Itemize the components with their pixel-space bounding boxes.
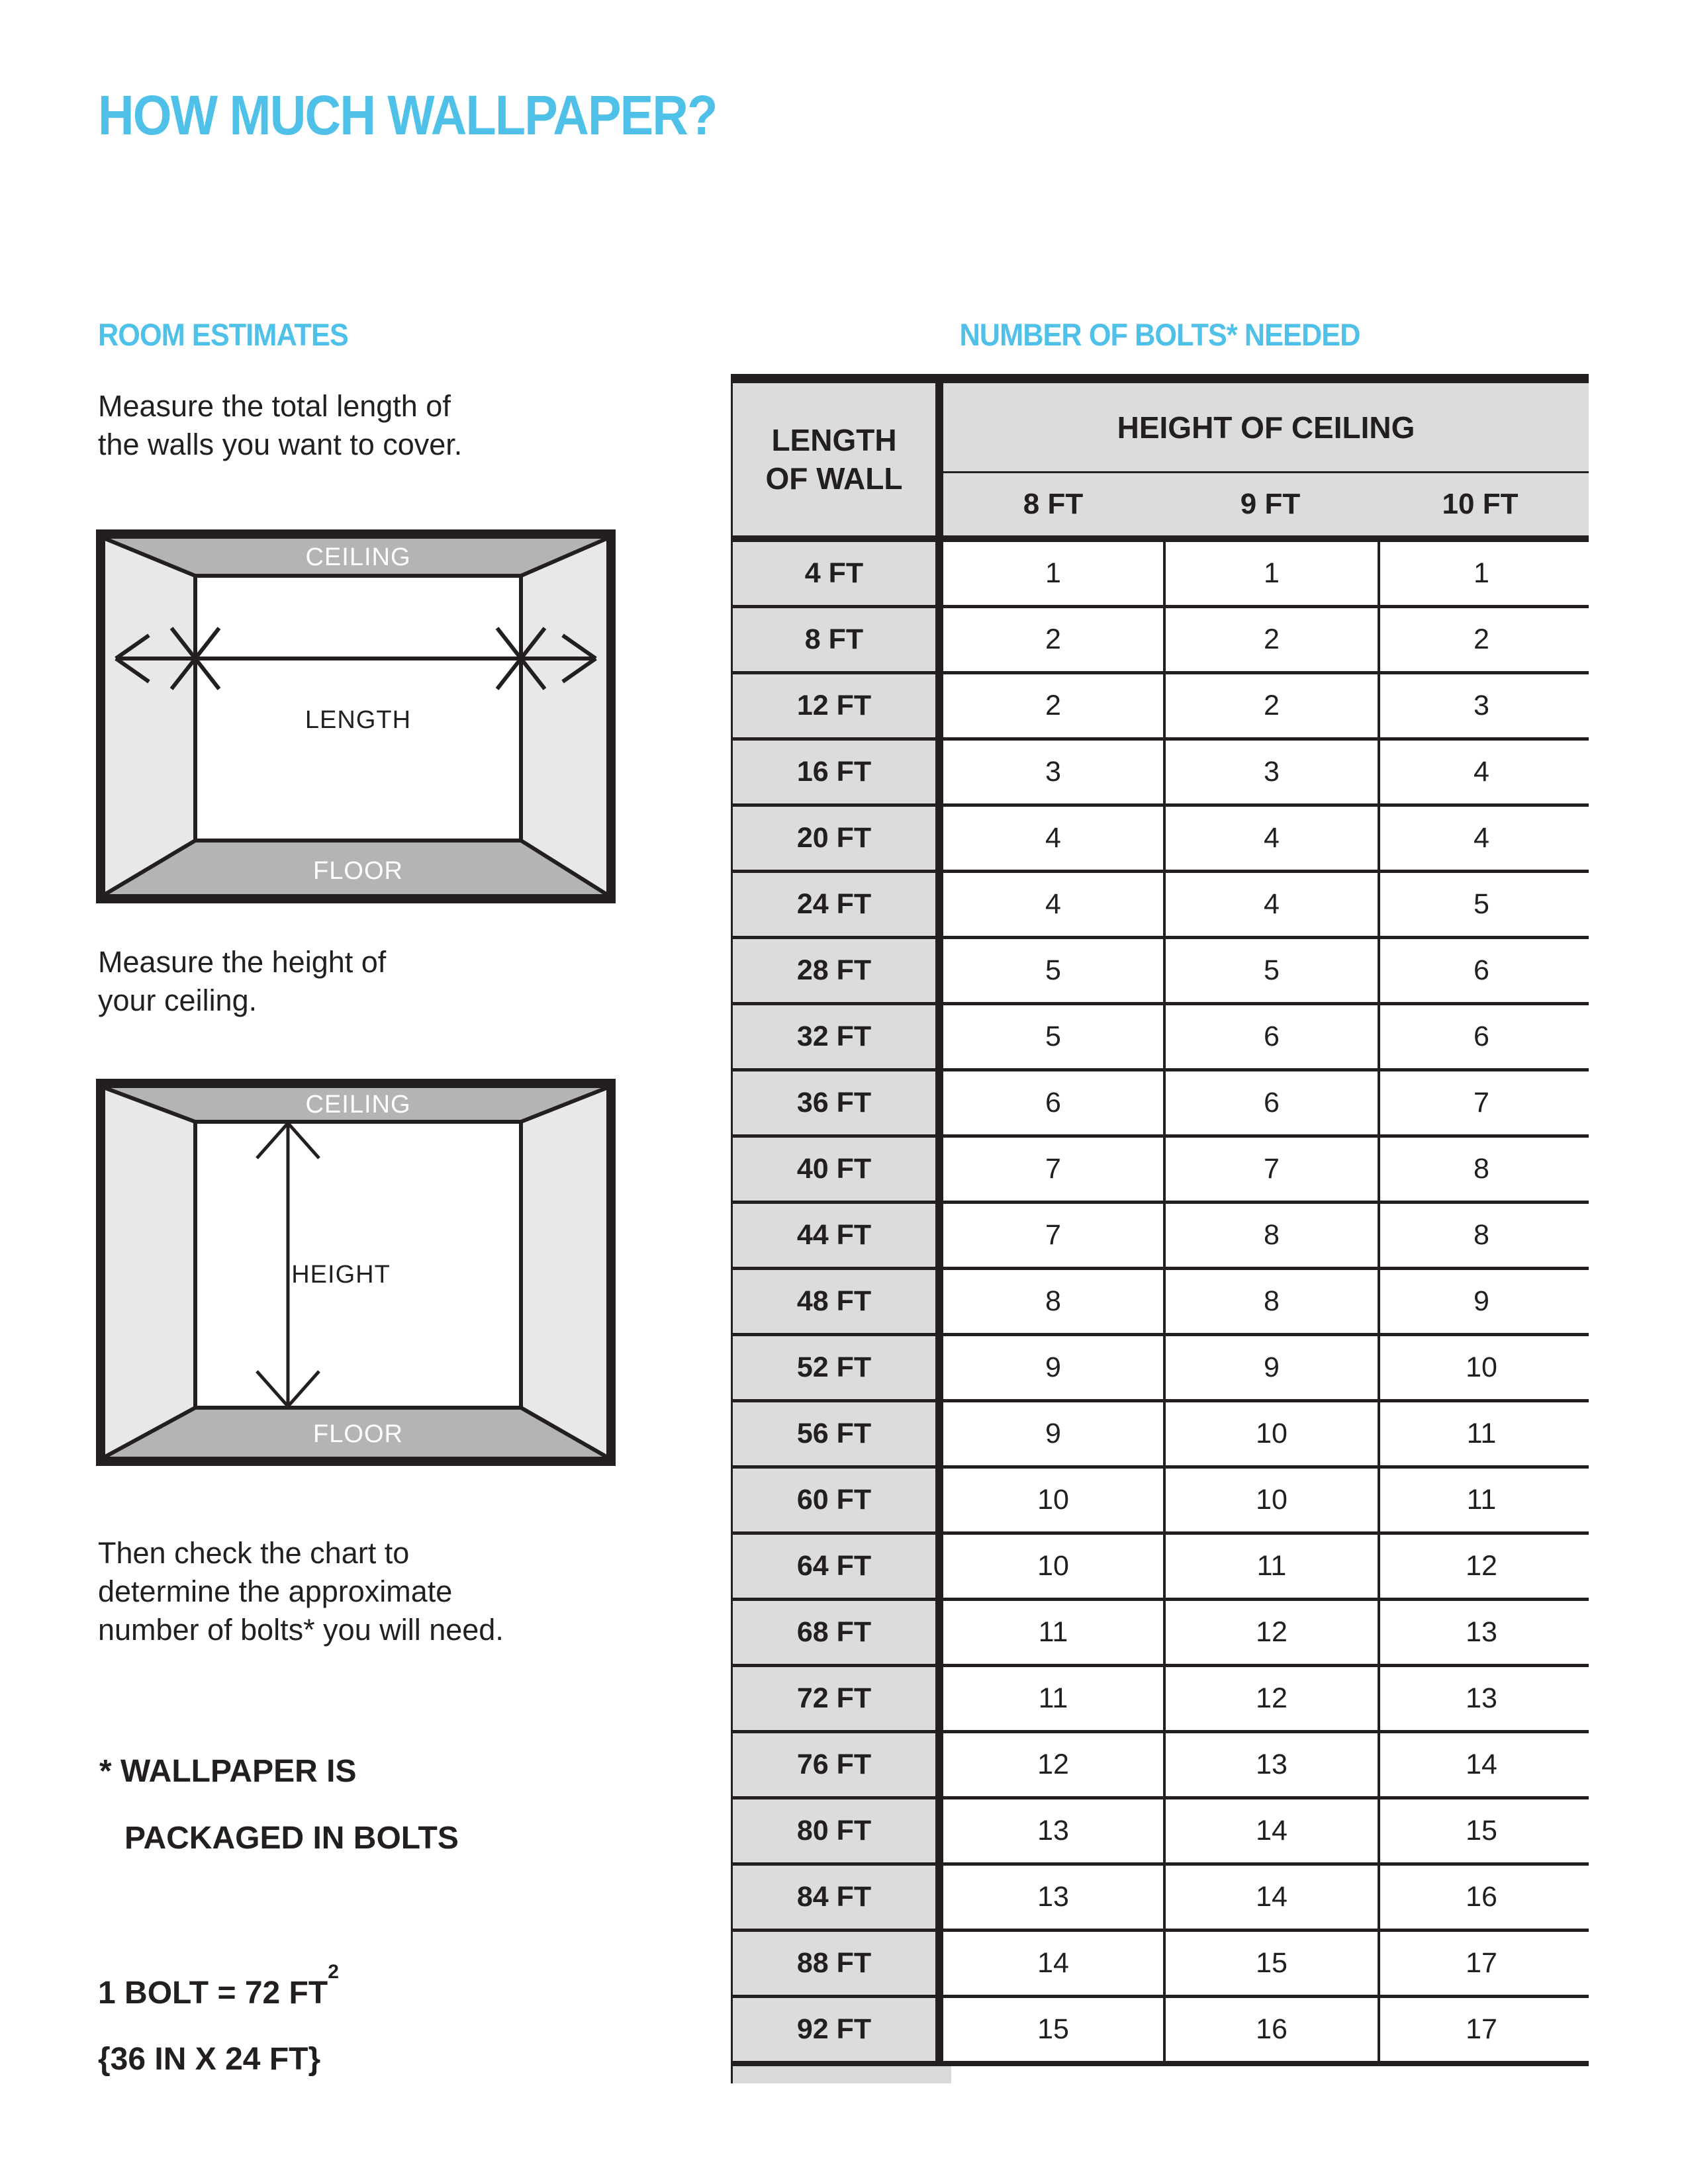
bolt-count-cell: 11 xyxy=(1378,1469,1583,1531)
table-header-divider xyxy=(733,535,1589,542)
bolt-count-cell: 1 xyxy=(1163,542,1378,605)
bolt-count-cell: 2 xyxy=(1163,608,1378,671)
bolt-count-cell: 6 xyxy=(943,1071,1163,1134)
bolt-count-cell: 13 xyxy=(1163,1733,1378,1796)
row-label: 72 FT xyxy=(733,1667,943,1730)
bolts-table-heading: NUMBER OF BOLTS* NEEDED xyxy=(959,317,1360,352)
row-label: 88 FT xyxy=(733,1932,943,1995)
table-row xyxy=(733,1799,1589,1866)
bolt-count-cell: 1 xyxy=(1378,542,1583,605)
bolt-count-cell: 2 xyxy=(943,674,1163,737)
row-label: 4 FT xyxy=(733,542,943,605)
table-row xyxy=(733,1667,1589,1733)
bolt-spec-superscript: 2 xyxy=(328,1961,339,1983)
bolt-count-cell: 5 xyxy=(1378,873,1583,936)
page-title: HOW MUCH WALLPAPER? xyxy=(98,84,717,146)
bolts-table-body xyxy=(733,542,1589,2061)
row-label: 60 FT xyxy=(733,1469,943,1531)
bolt-count-cell: 13 xyxy=(1378,1601,1583,1664)
bolt-count-cell: 4 xyxy=(1378,807,1583,870)
row-label: 84 FT xyxy=(733,1866,943,1929)
bolt-count-cell: 4 xyxy=(943,873,1163,936)
bolt-count-cell: 4 xyxy=(943,807,1163,870)
room-estimates-heading: ROOM ESTIMATES xyxy=(98,317,348,352)
bolt-count-cell: 11 xyxy=(1378,1402,1583,1465)
bolt-count-cell: 12 xyxy=(943,1733,1163,1796)
bolt-count-cell: 2 xyxy=(1378,608,1583,671)
bolt-count-cell: 1 xyxy=(943,542,1163,605)
table-row xyxy=(733,1733,1589,1799)
bolt-count-cell: 7 xyxy=(1378,1071,1583,1134)
column-header-8ft: 8 FT xyxy=(1023,488,1084,520)
bolt-count-cell: 15 xyxy=(1378,1799,1583,1862)
row-label: 16 FT xyxy=(733,741,943,803)
bolt-spec-line2: {36 IN X 24 FT} xyxy=(98,2042,321,2077)
height-label: HEIGHT xyxy=(291,1261,391,1289)
bolt-count-cell: 16 xyxy=(1378,1866,1583,1929)
bolts-footnote xyxy=(99,1738,459,1872)
bolt-count-cell: 7 xyxy=(1163,1138,1378,1201)
table-row xyxy=(733,1998,1589,2061)
step2-line2: your ceiling. xyxy=(98,983,258,1017)
bolt-count-cell: 17 xyxy=(1378,1932,1583,1995)
table-row xyxy=(733,873,1589,939)
row-label: 56 FT xyxy=(733,1402,943,1465)
bolt-count-cell: 17 xyxy=(1378,1998,1583,2061)
table-label-column-stub xyxy=(733,2066,951,2083)
floor-label: FLOOR xyxy=(313,1420,403,1448)
bolt-count-cell: 13 xyxy=(943,1866,1163,1929)
step1-instructions xyxy=(98,387,462,464)
table-row xyxy=(733,1402,1589,1469)
row-label: 68 FT xyxy=(733,1601,943,1664)
bolt-count-cell: 10 xyxy=(943,1469,1163,1531)
row-label: 80 FT xyxy=(733,1799,943,1862)
bolt-count-cell: 12 xyxy=(1163,1601,1378,1664)
bolt-count-cell: 11 xyxy=(1163,1535,1378,1598)
table-row xyxy=(733,807,1589,873)
bolt-count-cell: 14 xyxy=(943,1932,1163,1995)
row-label: 44 FT xyxy=(733,1204,943,1267)
room-diagram-length xyxy=(96,529,616,903)
table-bottom-bar xyxy=(733,2061,1589,2066)
left-wall-panel xyxy=(105,1088,195,1457)
room-diagram-length-svg xyxy=(96,529,616,903)
bolt-count-cell: 10 xyxy=(1163,1402,1378,1465)
column-header-9ft: 9 FT xyxy=(1240,488,1301,520)
table-row xyxy=(733,1071,1589,1138)
row-label: 24 FT xyxy=(733,873,943,936)
step3-line2: determine the approximate xyxy=(98,1574,453,1608)
row-header-line1: LENGTH xyxy=(771,423,897,457)
bolt-count-cell: 8 xyxy=(1163,1270,1378,1333)
footnote-line1: * WALLPAPER IS xyxy=(99,1754,357,1789)
row-label: 20 FT xyxy=(733,807,943,870)
row-label: 28 FT xyxy=(733,939,943,1002)
floor-label: FLOOR xyxy=(313,857,403,885)
bolt-spec-line1 xyxy=(98,1939,339,2026)
bolt-count-cell: 11 xyxy=(943,1667,1163,1730)
step3-line1: Then check the chart to xyxy=(98,1536,410,1570)
step1-line2: the walls you want to cover. xyxy=(98,428,463,461)
table-row xyxy=(733,939,1589,1005)
bolt-count-cell: 9 xyxy=(943,1402,1163,1465)
bolt-count-cell: 7 xyxy=(943,1204,1163,1267)
room-diagram-height xyxy=(96,1079,616,1466)
bolt-count-cell: 16 xyxy=(1163,1998,1378,2061)
column-group-label: HEIGHT OF CEILING xyxy=(943,383,1589,473)
row-header-cell xyxy=(733,383,943,535)
row-label: 52 FT xyxy=(733,1336,943,1399)
bolt-count-cell: 12 xyxy=(1163,1667,1378,1730)
bolt-count-cell: 2 xyxy=(943,608,1163,671)
bolt-count-cell: 12 xyxy=(1378,1535,1583,1598)
step2-instructions xyxy=(98,943,386,1020)
column-header-10ft: 10 FT xyxy=(1442,488,1519,520)
bolt-count-cell: 7 xyxy=(943,1138,1163,1201)
bolts-table xyxy=(731,374,1589,2083)
bolt-count-cell: 3 xyxy=(943,741,1163,803)
bolt-count-cell: 14 xyxy=(1378,1733,1583,1796)
bolt-count-cell: 5 xyxy=(943,939,1163,1002)
length-label: LENGTH xyxy=(305,706,412,734)
bolt-count-cell: 2 xyxy=(1163,674,1378,737)
bolt-count-cell: 11 xyxy=(943,1601,1163,1664)
row-label: 32 FT xyxy=(733,1005,943,1068)
table-row xyxy=(733,1469,1589,1535)
bolt-count-cell: 3 xyxy=(1163,741,1378,803)
column-headers xyxy=(943,473,1589,535)
step3-instructions xyxy=(98,1534,504,1649)
bolt-count-cell: 5 xyxy=(1163,939,1378,1002)
table-row xyxy=(733,741,1589,807)
table-top-bar xyxy=(733,374,1589,383)
row-label: 48 FT xyxy=(733,1270,943,1333)
table-row xyxy=(733,1535,1589,1601)
right-wall-panel xyxy=(521,1088,606,1457)
room-diagram-height-svg xyxy=(96,1079,616,1466)
bolt-count-cell: 8 xyxy=(1378,1138,1583,1201)
bolt-count-cell: 6 xyxy=(1378,1005,1583,1068)
bolt-count-cell: 4 xyxy=(1378,741,1583,803)
bolt-count-cell: 13 xyxy=(1378,1667,1583,1730)
row-label: 12 FT xyxy=(733,674,943,737)
bolt-count-cell: 3 xyxy=(1378,674,1583,737)
table-row xyxy=(733,1866,1589,1932)
bolt-count-cell: 14 xyxy=(1163,1866,1378,1929)
table-row xyxy=(733,1138,1589,1204)
table-row xyxy=(733,1932,1589,1998)
bolt-count-cell: 9 xyxy=(943,1336,1163,1399)
bolt-count-cell: 10 xyxy=(943,1535,1163,1598)
step2-line1: Measure the height of xyxy=(98,945,387,979)
row-label: 8 FT xyxy=(733,608,943,671)
bolt-count-cell: 5 xyxy=(943,1005,1163,1068)
bolt-count-cell: 4 xyxy=(1163,807,1378,870)
column-group xyxy=(943,383,1589,535)
row-label: 76 FT xyxy=(733,1733,943,1796)
right-wall-panel xyxy=(521,539,606,894)
bolt-count-cell: 10 xyxy=(1163,1469,1378,1531)
row-label: 64 FT xyxy=(733,1535,943,1598)
bolt-count-cell: 8 xyxy=(1163,1204,1378,1267)
ceiling-label: CEILING xyxy=(305,1091,411,1118)
table-row xyxy=(733,674,1589,741)
bolt-count-cell: 10 xyxy=(1378,1336,1583,1399)
bolt-count-cell: 9 xyxy=(1378,1270,1583,1333)
table-row xyxy=(733,1270,1589,1336)
bolt-count-cell: 9 xyxy=(1163,1336,1378,1399)
table-row xyxy=(733,1204,1589,1270)
ceiling-label: CEILING xyxy=(305,543,411,571)
table-row xyxy=(733,608,1589,674)
bolt-count-cell: 4 xyxy=(1163,873,1378,936)
bolt-count-cell: 15 xyxy=(943,1998,1163,2061)
footnote-line2: PACKAGED IN BOLTS xyxy=(124,1821,459,1856)
row-label: 40 FT xyxy=(733,1138,943,1201)
row-label: 36 FT xyxy=(733,1071,943,1134)
bolt-spec-line1-text: 1 BOLT = 72 FT xyxy=(98,1976,328,2011)
bolt-spec xyxy=(98,1939,339,2093)
table-row xyxy=(733,1005,1589,1071)
bolt-count-cell: 14 xyxy=(1163,1799,1378,1862)
bolt-count-cell: 6 xyxy=(1163,1005,1378,1068)
row-label: 92 FT xyxy=(733,1998,943,2061)
table-header xyxy=(733,383,1589,535)
bolt-count-cell: 6 xyxy=(1163,1071,1378,1134)
table-row xyxy=(733,1601,1589,1667)
bolt-count-cell: 8 xyxy=(943,1270,1163,1333)
step3-line3: number of bolts* you will need. xyxy=(98,1613,504,1647)
table-row xyxy=(733,1336,1589,1402)
bolt-count-cell: 15 xyxy=(1163,1932,1378,1995)
step1-line1: Measure the total length of xyxy=(98,389,451,423)
row-header-line2: OF WALL xyxy=(765,461,903,496)
bolt-count-cell: 6 xyxy=(1378,939,1583,1002)
left-wall-panel xyxy=(105,539,195,894)
bolt-count-cell: 8 xyxy=(1378,1204,1583,1267)
table-row xyxy=(733,542,1589,608)
bolt-count-cell: 13 xyxy=(943,1799,1163,1862)
